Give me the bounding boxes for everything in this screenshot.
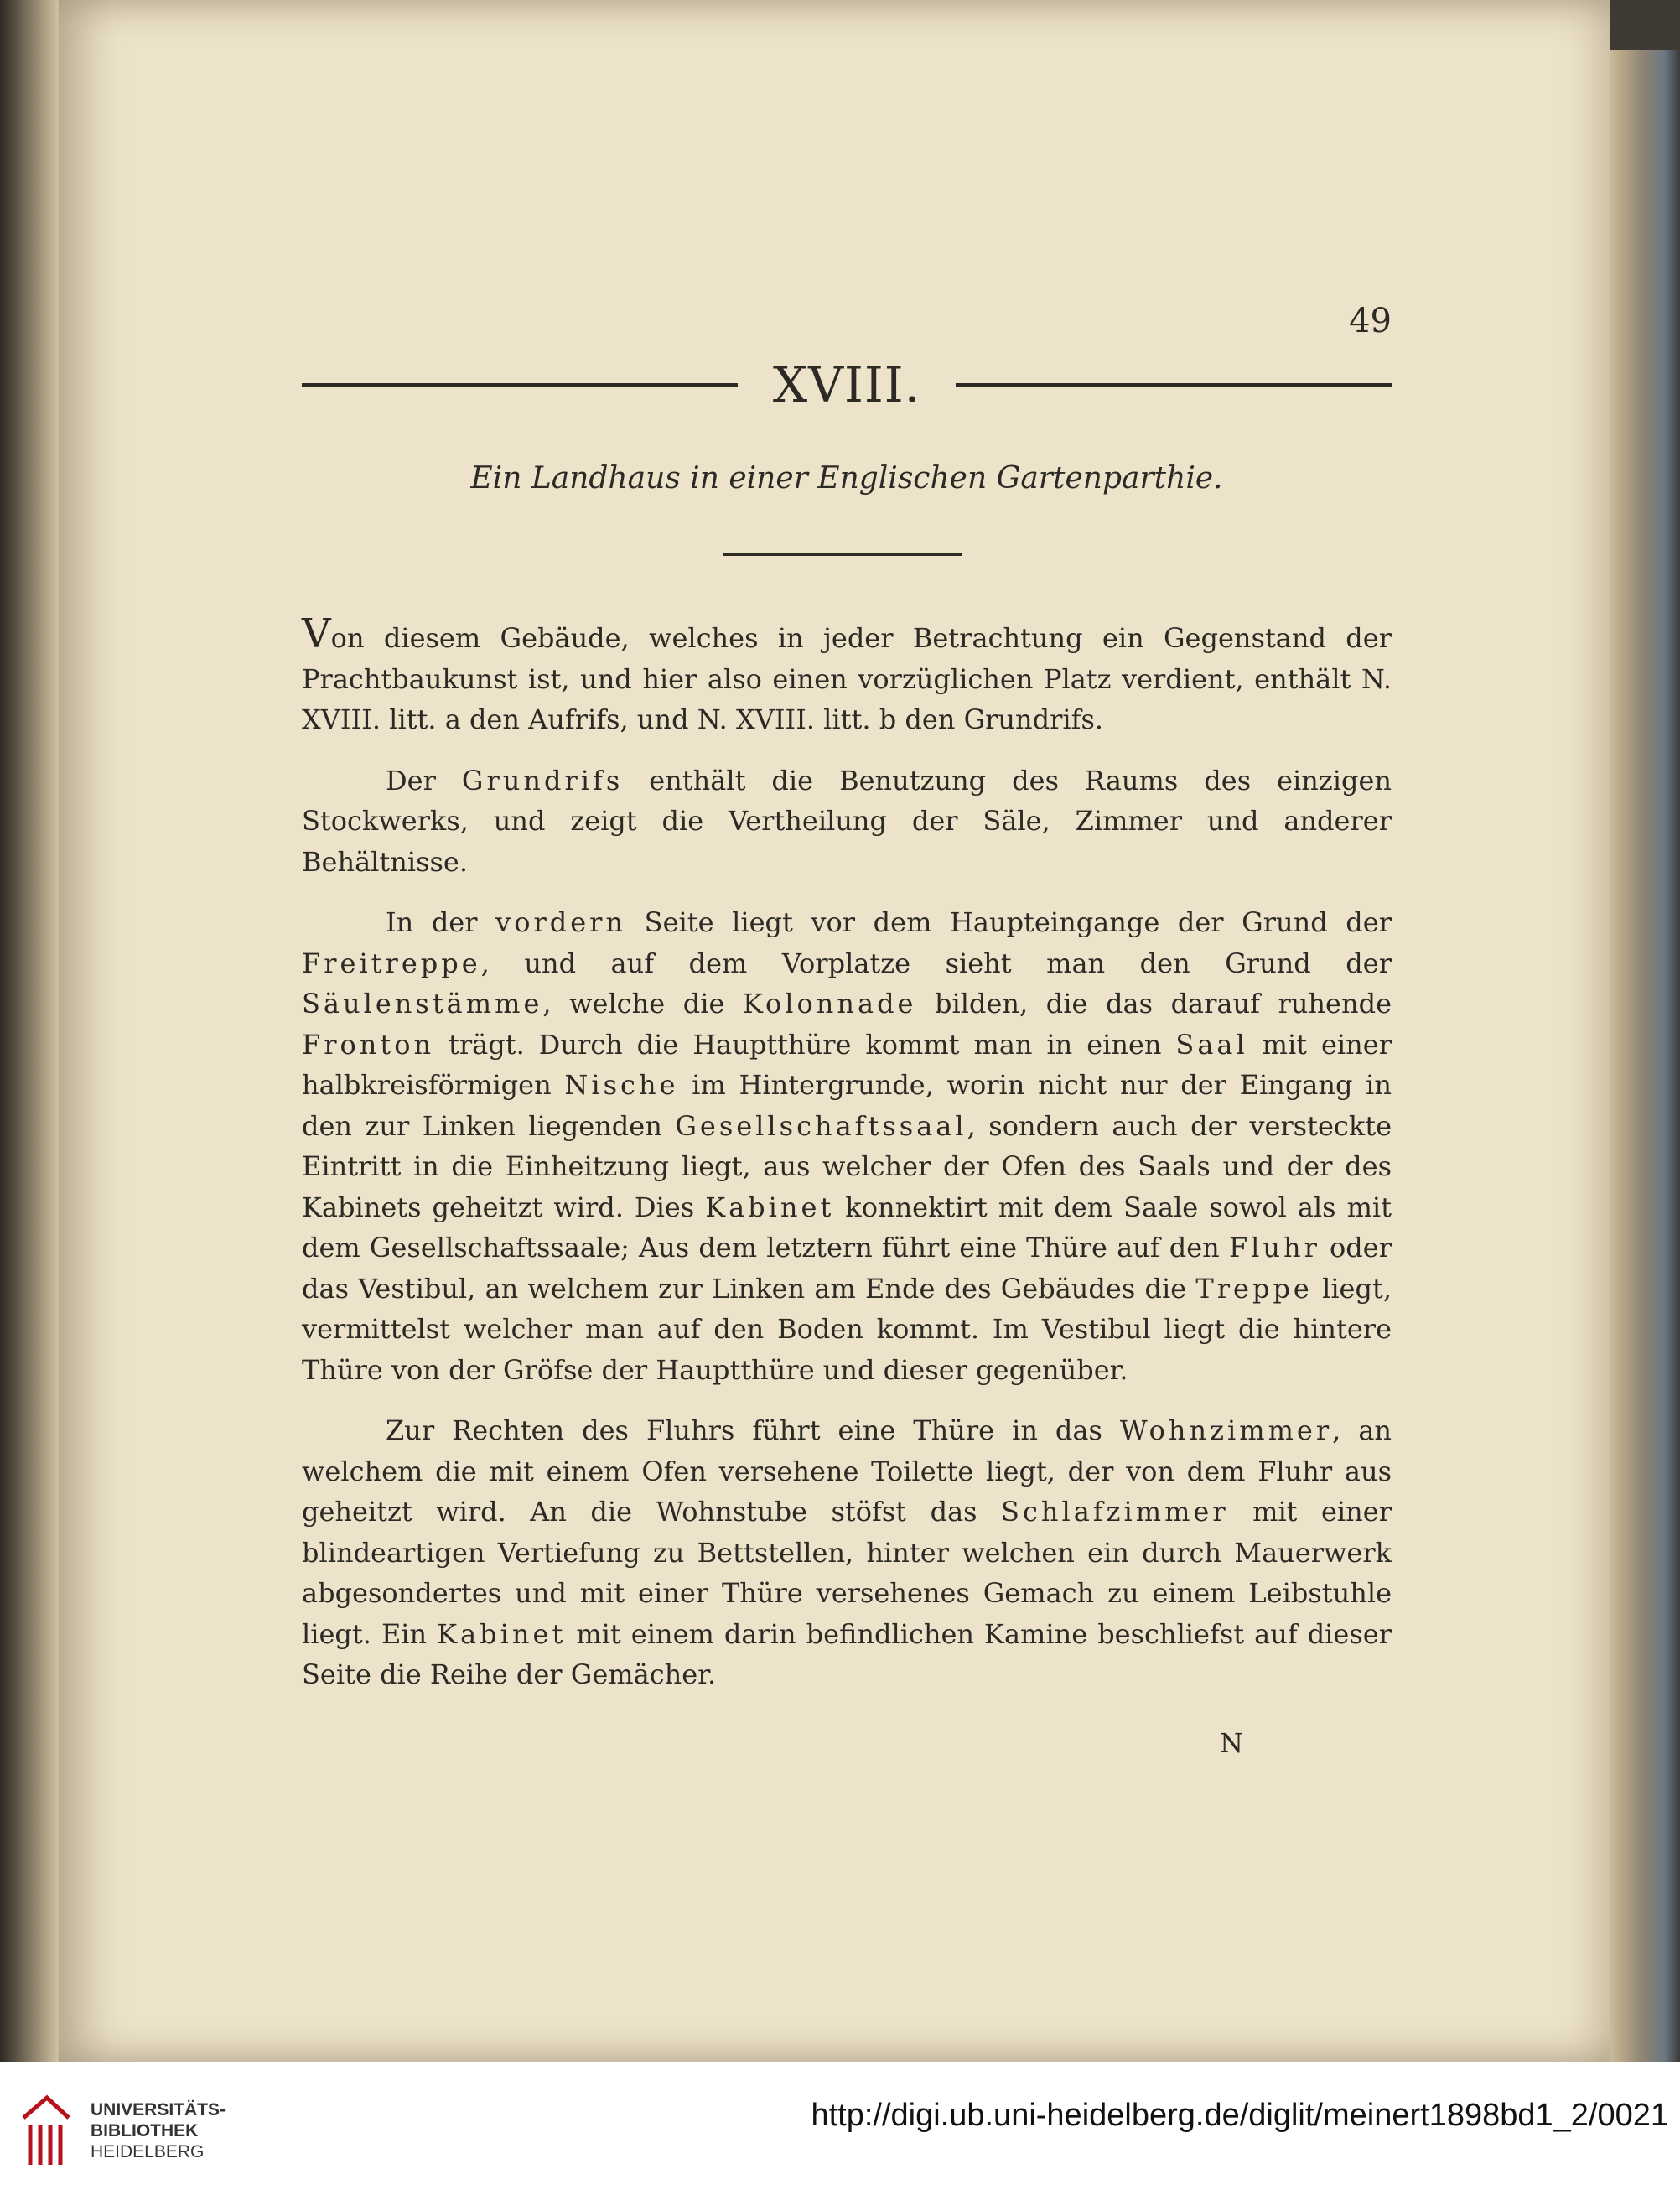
emphasized-term: Fluhr [1228,1232,1320,1263]
text-segment: mit einer blindeartigen Vertiefung zu Bettstellen, hinter welchen ein durch Mauerwerk abgesondertes und mit einer Thüre versehenes Gemach zu einem Leibstuhle liegt. Ein [302,1496,1392,1650]
text-segment: , sondern auch der versteckte Eintritt in die Einheitzung liegt, aus welcher der Ofen des Saals und der des Kabinets geheitzt wird. Dies [302,1109,1392,1223]
text-segment: konnektirt mit dem Saale sowol als mit dem Gesellschaftssaale; Aus dem letztern führt eine Thüre auf den [302,1191,1392,1263]
chapter-subtitle: Ein Landhaus in einer Englischen Gartenparthie. [470,461,1223,496]
page-number: 49 [1349,302,1392,340]
library-name [91,2099,226,2162]
emphasized-term: Fronton [302,1028,435,1061]
text-segment: , welche die [542,988,743,1020]
emphasized-term: Wohnzimmer [1119,1414,1333,1446]
emphasized-term: Saal [1175,1028,1248,1061]
paragraph [302,902,1392,1390]
paragraph [302,760,1392,883]
catchword: N [1220,1727,1243,1759]
library-name-line2: BIBLIOTHEK [91,2121,199,2140]
left-page-edge [0,0,67,2062]
text-segment: mit einem darin befindlichen Kamine beschliefst auf dieser Seite die Reihe der Gemächer. [302,1617,1392,1690]
text-segment: trägt. Durch die Hauptthüre kommt man in einen [434,1028,1176,1061]
emphasized-term: Säulenstämme [302,988,543,1020]
text-segment: oder das Vestibul, an welchem zur Linken am Ende des Gebäudes die [302,1232,1392,1305]
page-stack-edge [1601,50,1680,2062]
emphasized-term: Schlafzimmer [1001,1496,1229,1528]
text-segment: im Hintergrunde, worin nicht nur der Eingang in den zur Linken liegenden [302,1069,1392,1142]
text-segment: , an welchem die mit einem Ofen versehene Toilette liegt, der von dem Fluhr aus geheitzt wird. An die Wohnstube stöfst das [302,1414,1392,1528]
drop-capital: V [302,610,331,657]
text-segment: Seite liegt vor dem Haupteingange der Grund der [626,906,1392,938]
heading-rule-right [956,383,1392,387]
emphasized-term: Freitreppe [302,947,481,979]
text-segment: enthält die Benutzung des Raums des einzigen Stockwerks, und zeigt die Vertheilung der Säle, Zimmer und anderer Behältnisse. [302,764,1392,878]
text-segment: on diesem Gebäude, welches in jeder Betrachtung ein Gegenstand der Prachtbaukunst ist, und hier also einen vorzüglichen Platz verdient, enthält N. XVIII. litt. a den Aufrifs, und N. XVIII. litt. b den Grundrifs. [302,622,1392,735]
book-page [59,0,1610,2062]
footer-bar [0,2062,1680,2200]
chapter-heading [302,355,1392,414]
emphasized-term: Treppe [1195,1272,1313,1305]
source-url[interactable]: http://digi.ub.uni-heidelberg.de/diglit/meinert1898bd1_2/0021 [811,2098,1668,2133]
emphasized-term: Grundrifs [461,764,624,796]
paragraph [302,610,1392,740]
chapter-number: XVIII. [772,356,921,413]
library-name-line1: UNIVERSITÄTS- [91,2100,226,2120]
library-logo-icon [20,2093,72,2168]
text-segment: Zur Rechten des Fluhrs führt eine Thüre in das [386,1414,1120,1446]
emphasized-term: vordern [495,906,627,938]
emphasized-term: Gesellschaftssaal [675,1109,967,1142]
text-segment: Der [386,764,462,796]
text-segment: , und auf dem Vorplatze sieht man den Grund der [480,947,1392,979]
subtitle-rule [723,553,962,556]
text-segment: mit einer halbkreisförmigen [302,1028,1392,1101]
text-segment: In der [386,906,496,938]
library-name-line3: HEIDELBERG [91,2142,205,2161]
emphasized-term: Nische [564,1069,679,1101]
emphasized-term: Kolonnade [742,988,917,1020]
text-segment: bilden, die das darauf ruhende [916,988,1392,1020]
emphasized-term: Kabinet [705,1191,835,1223]
body-text [302,610,1392,1715]
paragraph [302,1410,1392,1695]
heading-rule-left [302,383,738,387]
text-segment: liegt, vermittelst welcher man auf den Boden kommt. Im Vestibul liegt die hintere Thüre von der Gröfse der Hauptthüre und dieser gegenüber. [302,1272,1392,1386]
emphasized-term: Kabinet [437,1617,567,1650]
